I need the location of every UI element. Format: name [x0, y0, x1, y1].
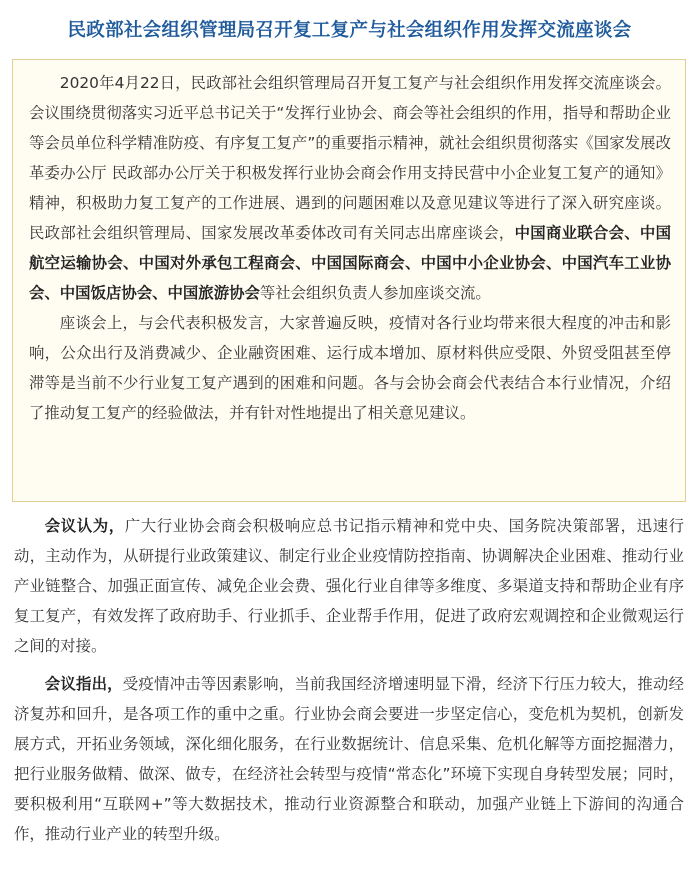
points-text: 受疫情冲击等因素影响，当前我国经济增速明显下滑，经济下行压力较大，推动经济复苏和回升，是各项工作的重中之重。行业协会商会要进一步坚定信心，变危机为契机，创新发展方式，开拓业务领域，深化细化服务，在行业数据统计、信息采集、危机化解等方面挖掘潜力，把行业服务做精、做深、做专，在经济社会转型与疫情“常态化”环境下实现自身转型发展；同时，要积极利用“互联网+”等大数据技术，推动行业资源整合和联动，加强产业链上下游间的沟通合作，推动行业产业的转型升级。: [14, 675, 684, 843]
article-body: [14, 511, 684, 857]
consensus-lead: 会议认为，: [44, 517, 125, 535]
summary-paragraph-1-end: 等社会组织负责人参加座谈交流。: [259, 284, 491, 302]
points-lead: 会议指出，: [44, 675, 123, 693]
participating-organizations: 中国商业联合会、中国航空运输协会、中国对外承包工程商会、中国国际商会、中国中小企业协会、中国汽车工业协会、中国饭店协会、中国旅游协会: [29, 224, 671, 302]
consensus-text: 广大行业协会商会积极响应总书记指示精神和党中央、国务院决策部署，迅速行动，主动作为，从研提行业政策建议、制定行业企业疫情防控指南、协调解决企业困难、推动行业产业链整合、加强正面宣传、减免企业会费、强化行业自律等多维度、多渠道支持和帮助企业有序复工复产，有效发挥了政府助手、行业抓手、企业帮手作用，促进了政府宏观调控和企业微观运行之间的对接。: [14, 517, 684, 655]
body-paragraph-points: [14, 669, 684, 849]
summary-paragraph-1-text: 2020年4月22日，民政部社会组织管理局召开复工复产与社会组织作用发挥交流座谈会。会议围绕贯彻落实习近平总书记关于“发挥行业协会、商会等社会组织的作用，指导和帮助企业等会员单位科学精准防疫、有序复工复产”的重要指示精神，就社会组织贯彻落实《国家发展改革委办公厅 民政部办公厅关于积极发挥行业协会商会作用支持民营中小企业复工复产的通知》精神，积极助力复工复产的工作进展、遇到的问题困难以及意见建议等进行了深入研究座谈。民政部社会组织管理局、国家发展改革委体改司有关同志出席座谈会，: [29, 74, 671, 242]
meeting-summary-box: [12, 59, 686, 502]
summary-paragraph-2: 座谈会上，与会代表积极发言，大家普遍反映，疫情对各行业均带来很大程度的冲击和影响，公众出行及消费减少、企业融资困难、运行成本增加、原材料供应受限、外贸受阻甚至停滞等是当前不少行业复工复产遇到的困难和问题。各与会协会商会代表结合本行业情况，介绍了推动复工复产的经验做法，并有针对性地提出了相关意见建议。: [29, 314, 671, 422]
summary-paragraph-1: [29, 68, 671, 308]
article-title: 民政部社会组织管理局召开复工复产与社会组织作用发挥交流座谈会: [67, 20, 632, 42]
body-paragraph-consensus: [14, 511, 684, 661]
